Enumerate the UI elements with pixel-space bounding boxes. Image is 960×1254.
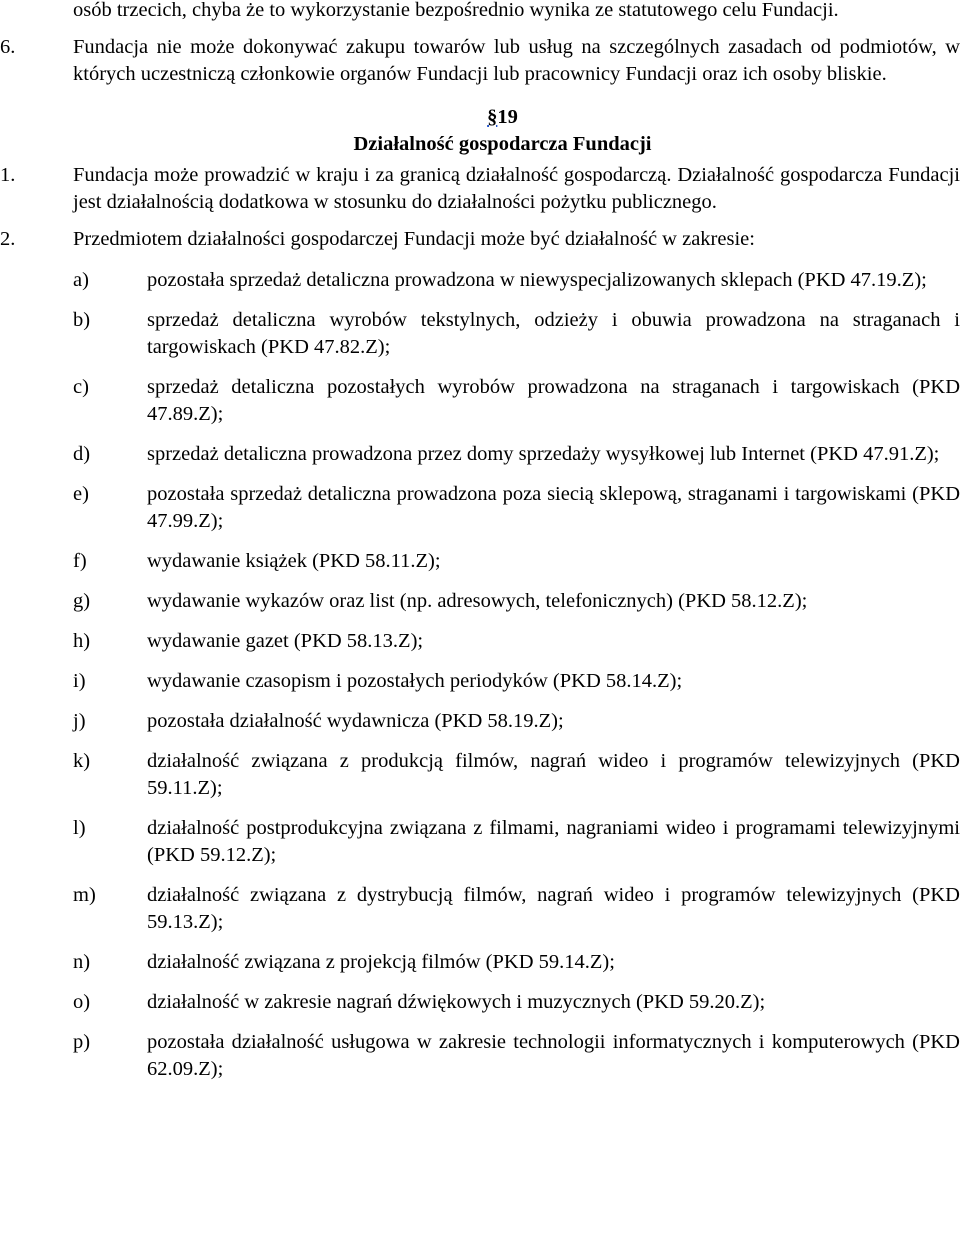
activity-letter: a) — [73, 269, 89, 291]
clause-2 — [0, 226, 960, 253]
activity-text: wydawanie czasopism i pozostałych periodyków (PKD 58.14.Z); — [147, 670, 683, 692]
activity-list — [73, 267, 960, 1083]
activity-item — [73, 628, 960, 655]
activity-item — [73, 748, 960, 802]
activity-letter: b) — [73, 309, 91, 331]
activity-item — [73, 949, 960, 976]
activity-text: wydawanie książek (PKD 58.11.Z); — [147, 550, 441, 572]
activity-text: sprzedaż detaliczna pozostałych wyrobów prowadzona na straganach i targowiskach (PKD 47.89.Z); — [147, 376, 960, 425]
activity-text: działalność związana z projekcją filmów (PKD 59.14.Z); — [147, 951, 615, 973]
activity-text: pozostała działalność usługowa w zakresie technologii informatycznych i komputerowych (PKD 62.09.Z); — [147, 1031, 960, 1080]
activity-letter: g) — [73, 590, 91, 612]
clause-6 — [0, 34, 960, 88]
activity-item — [73, 815, 960, 869]
clause-text: Fundacja nie może dokonywać zakupu towarów lub usług na szczególnych zasadach od podmiotów, w których uczestniczą członkowie organów Fundacji lub pracownicy Fundacji oraz ich osoby bliskie. — [73, 36, 960, 85]
activity-text: działalność postprodukcyjna związana z filmami, nagraniami wideo i programami telewizyjnymi (PKD 59.12.Z); — [147, 817, 960, 866]
activity-item — [73, 374, 960, 428]
activity-letter: h) — [73, 630, 91, 652]
activity-letter: d) — [73, 443, 91, 465]
activity-text: pozostała sprzedaż detaliczna prowadzona w niewyspecjalizowanych sklepach (PKD 47.19.Z); — [147, 269, 927, 291]
clause-number: 2. — [0, 228, 16, 250]
clause-number: 1. — [0, 164, 16, 186]
activity-letter: f) — [73, 550, 87, 572]
activity-text: pozostała sprzedaż detaliczna prowadzona poza siecią sklepową, straganami i targowiskami (PKD 47.99.Z); — [147, 483, 960, 532]
activity-letter: p) — [73, 1031, 91, 1053]
section-title: Działalność gospodarcza Fundacji — [353, 133, 652, 155]
activity-letter: o) — [73, 991, 91, 1013]
activity-text: wydawanie wykazów oraz list (np. adresowych, telefonicznych) (PKD 58.12.Z); — [147, 590, 808, 612]
activity-text: działalność związana z produkcją filmów, nagrań wideo i programów telewizyjnych (PKD 59.11.Z); — [147, 750, 960, 799]
activity-text: pozostała działalność wydawnicza (PKD 58.19.Z); — [147, 710, 564, 732]
activity-item — [73, 708, 960, 735]
clause-text: Przedmiotem działalności gospodarczej Fundacji może być działalność w zakresie: — [73, 228, 755, 250]
activity-letter: k) — [73, 750, 91, 772]
activity-letter: m) — [73, 884, 96, 906]
clause-number: 6. — [0, 36, 16, 58]
activity-letter: c) — [73, 376, 89, 398]
section-number-value: 19 — [497, 106, 518, 128]
clause-text: Fundacja może prowadzić w kraju i za granicą działalność gospodarczą. Działalność gospodarcza Fundacji jest działalnością dodatkowa w stosunku do działalności pożytku publicznego. — [73, 164, 960, 213]
activity-letter: i) — [73, 670, 86, 692]
activity-item — [73, 441, 960, 468]
activity-text: wydawanie gazet (PKD 58.13.Z); — [147, 630, 424, 652]
activity-letter: e) — [73, 483, 89, 505]
activity-item — [73, 989, 960, 1016]
activity-item — [73, 548, 960, 575]
activity-item — [73, 588, 960, 615]
activity-item — [73, 481, 960, 535]
activity-item — [73, 267, 960, 294]
activity-text: działalność w zakresie nagrań dźwiękowych i muzycznych (PKD 59.20.Z); — [147, 991, 766, 1013]
clause-1 — [0, 162, 960, 216]
section-symbol[interactable]: § — [487, 106, 498, 128]
activity-item — [73, 307, 960, 361]
activity-item — [73, 1029, 960, 1083]
activity-text: sprzedaż detaliczna wyrobów tekstylnych, odzieży i obuwia prowadzona na straganach i targowiskach (PKD 47.82.Z); — [147, 309, 960, 358]
activity-text: sprzedaż detaliczna prowadzona przez domy sprzedaży wysyłkowej lub Internet (PKD 47.91.Z); — [147, 443, 940, 465]
section-number — [73, 104, 960, 131]
activity-letter: l) — [73, 817, 86, 839]
activity-letter: n) — [73, 951, 91, 973]
activity-item — [73, 668, 960, 695]
activity-item — [73, 882, 960, 936]
continuation-paragraph: osób trzecich, chyba że to wykorzystanie bezpośrednio wynika ze statutowego celu Fundacji. — [73, 0, 839, 21]
activity-text: działalność związana z dystrybucją filmów, nagrań wideo i programów telewizyjnych (PKD 59.13.Z); — [147, 884, 960, 933]
activity-letter: j) — [73, 710, 86, 732]
